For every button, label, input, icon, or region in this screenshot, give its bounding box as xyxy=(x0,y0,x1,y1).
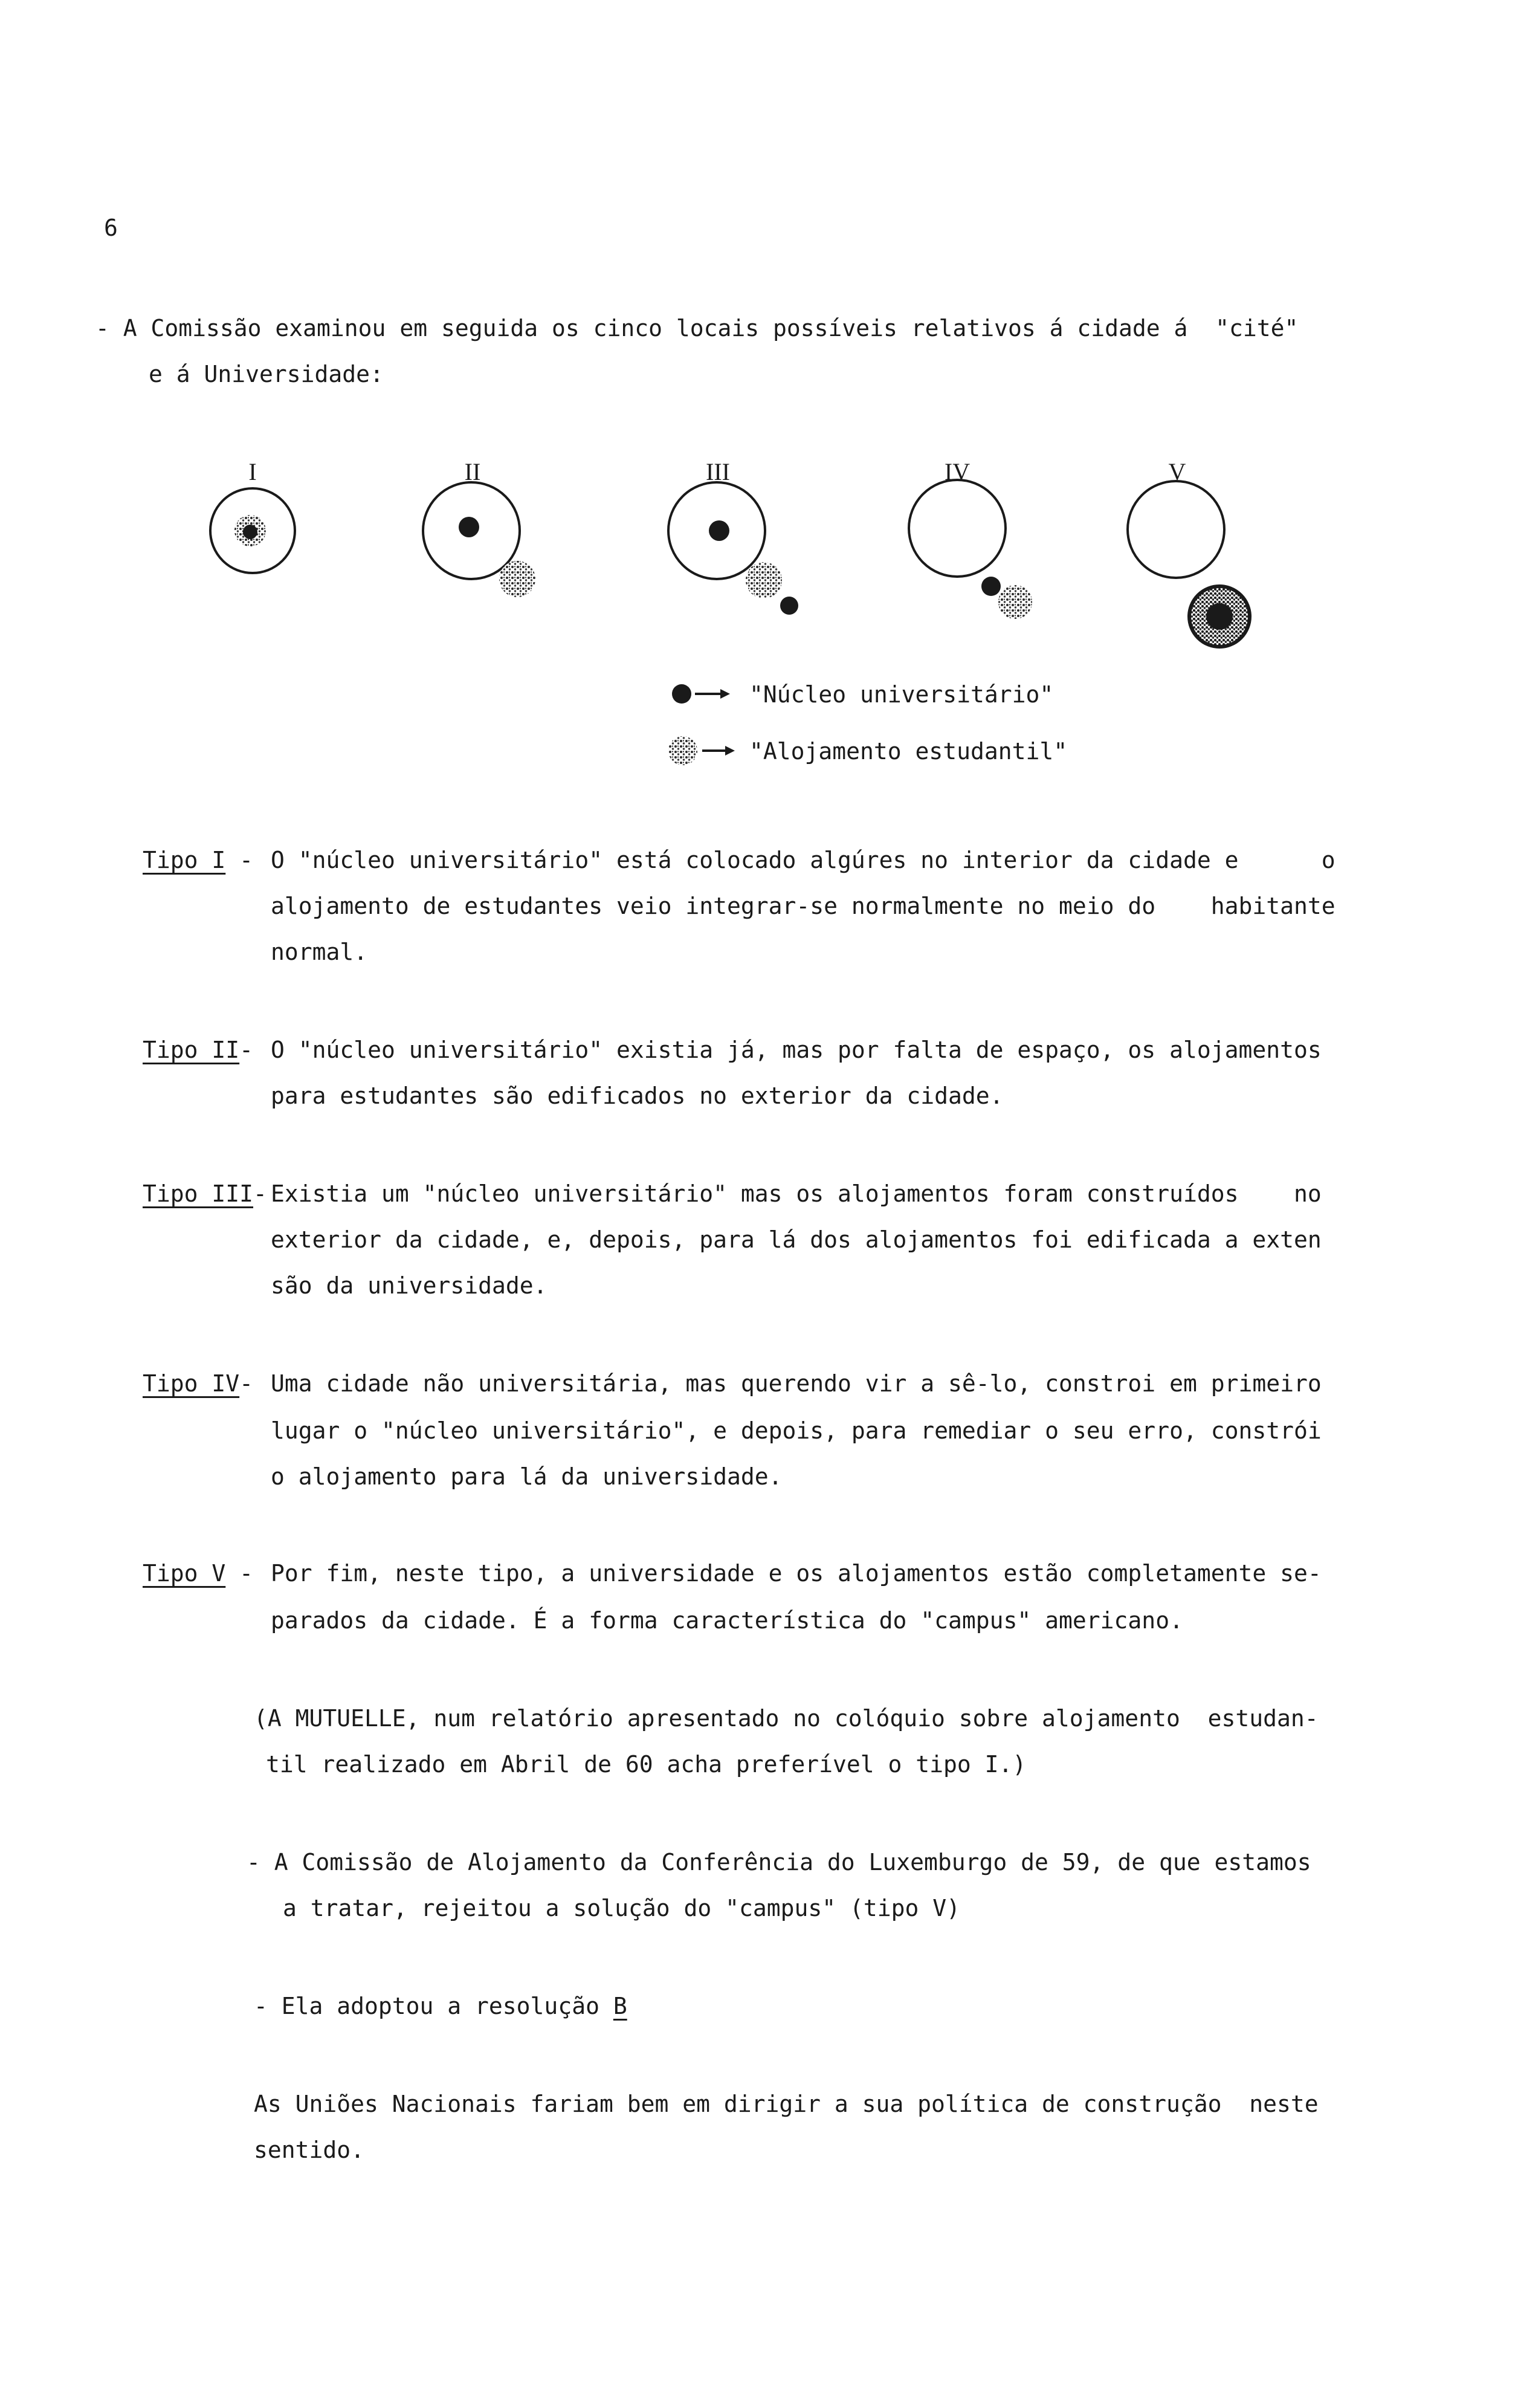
university-extension-dot xyxy=(780,597,798,615)
type-iii-diagram xyxy=(668,482,798,615)
tipo-i-line-1: O "núcleo universitário" está colocado algúres no interior da cidade e o xyxy=(271,847,1336,873)
tipo-iii-label: Tipo III xyxy=(143,1180,254,1207)
type-iii-label: III xyxy=(706,458,730,485)
tipo-v-line-2: parados da cidade. É a forma característica do "campus" americano. xyxy=(271,1607,1183,1634)
type-i-diagram xyxy=(210,488,295,573)
type-iv-label: IV xyxy=(944,458,971,485)
type-v-label: V xyxy=(1168,458,1186,485)
mutuelle-note-line-2: til realizado em Abril de 60 acha preferível o tipo I.) xyxy=(266,1751,1027,1778)
legend-housing-label: "Alojamento estudantil" xyxy=(749,738,1068,765)
university-nucleus-dot xyxy=(243,525,257,539)
tipo-iii-line-3: são da universidade. xyxy=(271,1272,547,1299)
location-types-diagram xyxy=(0,0,1518,786)
type-v-diagram xyxy=(1128,481,1250,647)
tipo-i-line-2: alojamento de estudantes veio integrar-se normalmente no meio do habitante xyxy=(271,893,1336,919)
tipo-iii-line-1: Existia um "núcleo universitário" mas os alojamentos foram construídos no xyxy=(271,1180,1322,1207)
tipo-i-paragraph xyxy=(143,845,1336,875)
tipo-ii-line-1: O "núcleo universitário" existia já, mas por falta de espaço, os alojamentos xyxy=(271,1037,1322,1063)
tipo-v-label: Tipo V xyxy=(143,1560,226,1587)
tipo-v-line-1: Por fim, neste tipo, a universidade e os alojamentos estão completamente se- xyxy=(271,1560,1322,1587)
type-i-label: I xyxy=(248,458,257,485)
legend-housing-symbol xyxy=(668,736,735,765)
tipo-iii-line-2: exterior da cidade, e, depois, para lá dos alojamentos foi edificada a exten xyxy=(271,1226,1322,1253)
city-circle xyxy=(909,480,1006,577)
tipo-iii-sep: - xyxy=(253,1180,267,1207)
final-line-2: sentido. xyxy=(254,2137,365,2163)
resolution-letter: B xyxy=(613,1993,627,2019)
tipo-ii-paragraph xyxy=(143,1035,1322,1065)
tipo-ii-sep: - xyxy=(239,1037,267,1063)
tipo-v-sep: - xyxy=(225,1560,267,1587)
university-nucleus-dot xyxy=(709,520,729,541)
university-nucleus-dot xyxy=(1206,603,1233,630)
intro-line-2: e á Universidade: xyxy=(149,361,384,387)
mutuelle-note-line-1: (A MUTUELLE, num relatório apresentado no colóquio sobre alojamento estudan- xyxy=(254,1705,1319,1732)
stippled-dot-icon xyxy=(668,736,697,765)
comissao-line-2: a tratar, rejeitou a solução do "campus" (tipo V) xyxy=(283,1895,961,1921)
tipo-iv-sep: - xyxy=(239,1370,267,1397)
tipo-i-label: Tipo I xyxy=(143,847,226,873)
type-iv-diagram xyxy=(909,480,1032,619)
adopt-prefix: - Ela adoptou a resolução xyxy=(254,1993,613,2019)
tipo-iv-line-1: Uma cidade não universitária, mas querendo vir a sê-lo, constroi em primeiro xyxy=(271,1370,1322,1397)
university-nucleus-dot xyxy=(459,517,479,537)
university-nucleus-dot xyxy=(981,577,1001,596)
student-housing-dot xyxy=(499,561,535,597)
tipo-ii-line-2: para estudantes são edificados no exterior da cidade. xyxy=(271,1083,1004,1109)
tipo-i-sep: - xyxy=(225,847,267,873)
tipo-i-line-3: normal. xyxy=(271,939,368,965)
tipo-iv-paragraph xyxy=(143,1368,1322,1399)
adopt-line xyxy=(254,1991,627,2021)
type-ii-diagram xyxy=(423,482,535,597)
arrow-head-icon xyxy=(720,689,730,699)
city-circle xyxy=(1128,481,1224,578)
type-ii-label: II xyxy=(464,458,481,485)
tipo-iv-line-2: lugar o "núcleo universitário", e depois, para remediar o seu erro, constrói xyxy=(271,1417,1322,1444)
tipo-v-paragraph xyxy=(143,1558,1322,1588)
intro-line-1: - A Comissão examinou em seguida os cinco locais possíveis relativos á cidade á "cité" xyxy=(95,315,1299,341)
tipo-iv-label: Tipo IV xyxy=(143,1370,240,1397)
solid-dot-icon xyxy=(672,684,691,704)
final-line-1: As Uniões Nacionais fariam bem em dirigir a sua política de construção neste xyxy=(254,2091,1319,2117)
arrow-head-icon xyxy=(725,746,735,756)
comissao-line-1: - A Comissão de Alojamento da Conferência do Luxemburgo de 59, de que estamos xyxy=(247,1849,1311,1876)
legend-nucleus-symbol xyxy=(672,684,730,704)
student-housing-dot xyxy=(746,562,782,598)
student-housing-dot xyxy=(998,585,1032,619)
tipo-iv-line-3: o alojamento para lá da universidade. xyxy=(271,1463,783,1490)
page-number: 6 xyxy=(104,215,118,241)
tipo-iii-paragraph xyxy=(143,1179,1322,1209)
legend-nucleus-label: "Núcleo universitário" xyxy=(749,681,1054,708)
tipo-ii-label: Tipo II xyxy=(143,1037,240,1063)
